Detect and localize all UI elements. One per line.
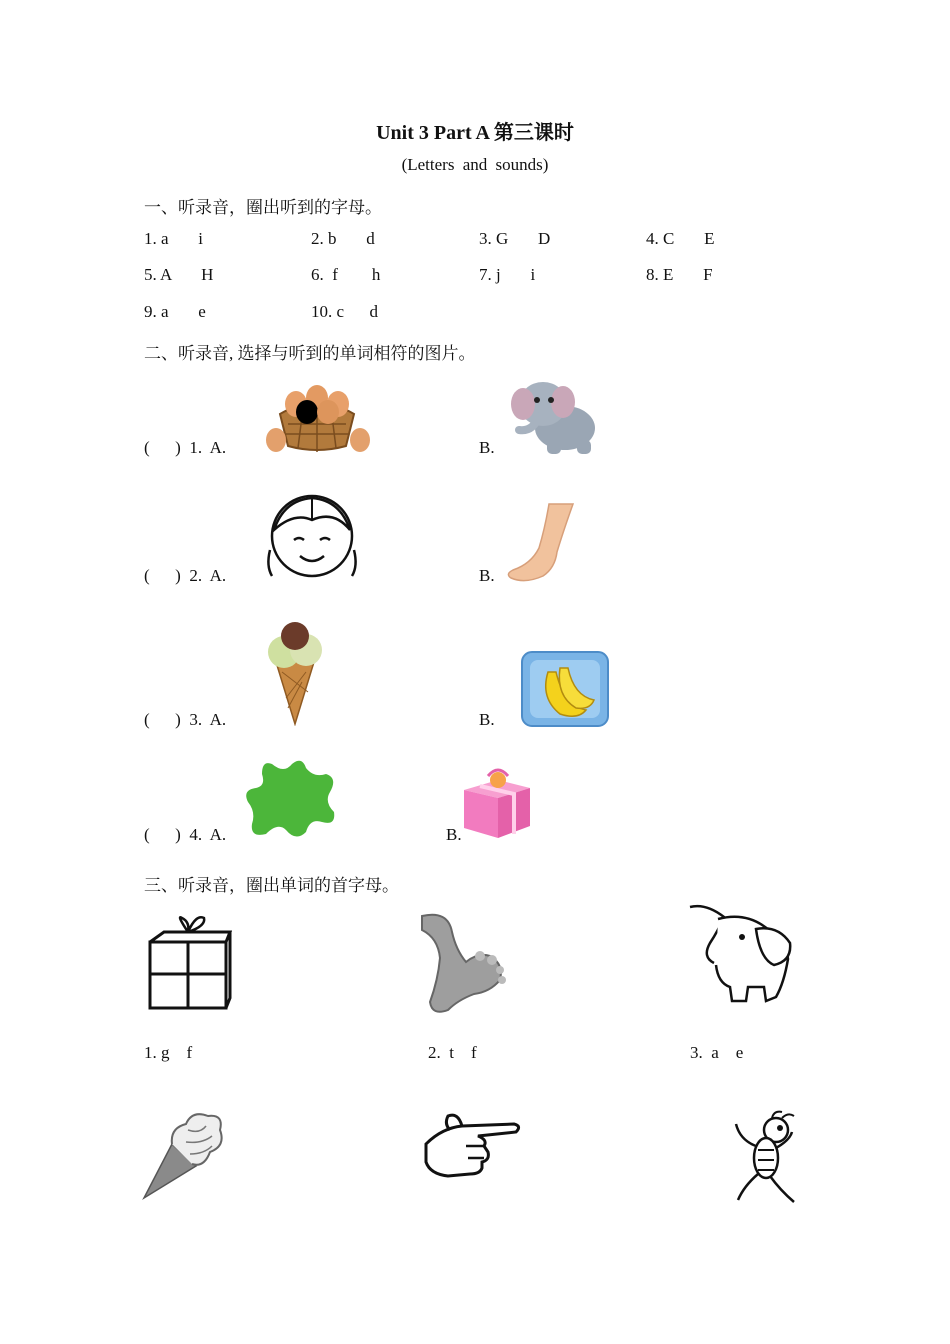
page-title: Unit 3 Part A 第三课时 [376,122,574,144]
question-4-option-b[interactable]: B. [446,825,462,844]
gift-outline-icon[interactable] [146,912,232,1012]
face-icon[interactable] [264,490,360,582]
question-2-option-b[interactable]: B. [479,566,495,585]
section2-heading: 二、听录音, 选择与听到的单词相符的图片。 [144,344,476,363]
foot-icon[interactable] [505,502,579,584]
question-1-option-b[interactable]: B. [479,438,495,457]
ice-cream-icon[interactable] [262,622,328,726]
letter-choice[interactable]: 6. f h [311,265,381,284]
initial-letter-choice[interactable]: 1. g f [144,1043,193,1062]
letter-choice[interactable]: 5. A H [144,265,214,284]
letter-choice[interactable]: 10. c d [311,302,379,321]
letter-choice[interactable]: 2. b d [311,229,375,248]
ice-cream-outline-icon[interactable] [142,1110,226,1202]
letter-choice[interactable]: 1. a i [144,229,204,248]
letter-choice[interactable]: 4. C E [646,229,715,248]
initial-letter-choice[interactable]: 2. t f [428,1043,477,1062]
question-4-prefix[interactable]: ( ) 4. A. [144,825,227,844]
letter-choice[interactable]: 9. a e [144,302,206,321]
elephant-outline-icon[interactable] [688,903,796,1011]
foot-outline-icon[interactable] [418,910,508,1014]
letter-choice[interactable]: 8. E F [646,265,713,284]
letter-choice[interactable]: 7. j i [479,265,536,284]
initial-letter-choice[interactable]: 3. a e [690,1043,744,1062]
egg-basket-icon[interactable] [262,374,372,454]
banana-in-ice-icon[interactable] [520,650,610,728]
question-2-prefix[interactable]: ( ) 2. A. [144,566,227,585]
question-3-option-b[interactable]: B. [479,710,495,729]
question-1-prefix[interactable]: ( ) 1. A. [144,438,227,457]
section1-heading: 一、听录音，圈出听到的字母。 [144,198,382,217]
green-splash-icon[interactable] [244,756,338,840]
page-subtitle: (Letters and sounds) [401,155,549,174]
elephant-icon[interactable] [503,372,603,458]
letter-choice[interactable]: 3. G D [479,229,551,248]
pointing-finger-icon[interactable] [422,1112,522,1182]
ant-icon[interactable] [730,1110,800,1210]
gift-icon[interactable] [458,766,534,842]
question-3-prefix[interactable]: ( ) 3. A. [144,710,227,729]
section3-heading: 三、听录音，圈出单词的首字母。 [144,876,399,895]
